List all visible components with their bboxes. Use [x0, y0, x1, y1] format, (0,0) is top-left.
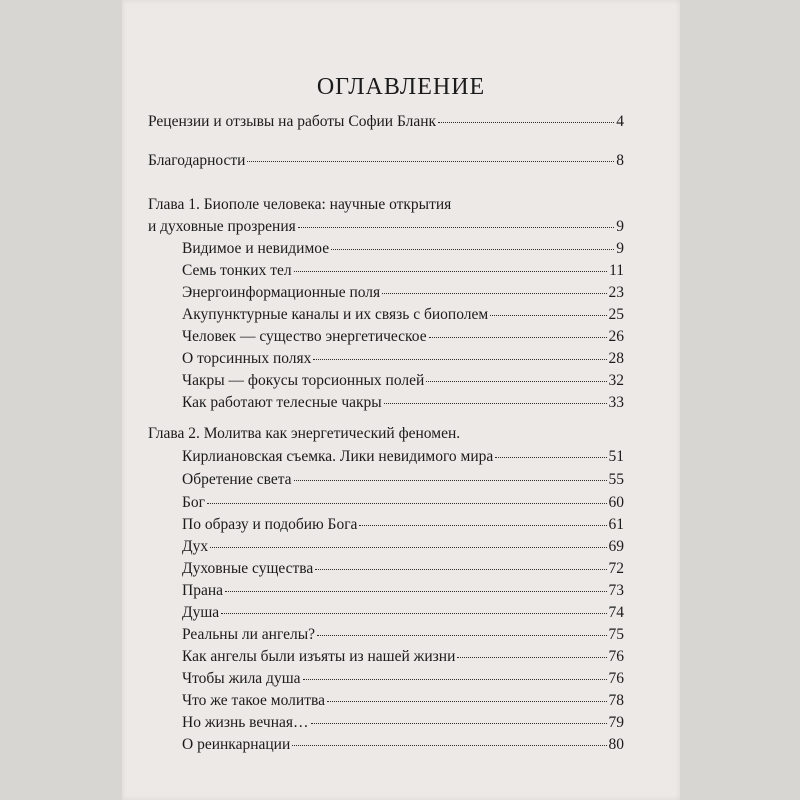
toc-entry-page-number: 73	[608, 582, 624, 599]
toc-entry-page-number: 76	[608, 648, 624, 665]
toc-entry-page-number: 55	[608, 471, 624, 488]
dot-leader	[438, 122, 614, 123]
toc-entry-title: Реальны ли ангелы?	[182, 626, 316, 643]
toc-entry-title: Но жизнь вечная…	[182, 714, 309, 731]
toc-entry-title: Обретение света	[182, 471, 292, 488]
toc-entry[interactable]	[182, 349, 624, 369]
toc-entry-title: О торсинных полях	[182, 350, 312, 367]
toc-heading: Глава 1. Биополе человека: научные открытия	[148, 196, 452, 213]
toc-entry[interactable]	[182, 393, 624, 413]
dot-leader	[490, 315, 606, 316]
toc-entry[interactable]	[182, 537, 624, 557]
dot-leader	[294, 480, 607, 481]
dot-leader	[207, 503, 606, 504]
dot-leader	[331, 249, 614, 250]
toc-entry[interactable]	[182, 647, 624, 667]
toc-entry-page-number: 28	[608, 350, 624, 367]
toc-entry-page-number: 23	[608, 284, 624, 301]
dot-leader	[457, 657, 606, 658]
toc-entry-page-number: 25	[608, 306, 624, 323]
toc-entry-title: и духовные прозрения	[148, 218, 296, 235]
toc-entry-page-number: 75	[608, 626, 624, 643]
toc-entry[interactable]	[182, 327, 624, 347]
dot-leader	[327, 701, 607, 702]
toc-entry[interactable]	[148, 217, 624, 237]
toc-entry-page-number: 51	[608, 448, 624, 465]
toc-entry[interactable]	[182, 713, 624, 733]
toc-entry-page-number: 8	[616, 152, 624, 169]
page-title: ОГЛАВЛЕНИЕ	[316, 74, 486, 100]
toc-entry-title: Душа	[182, 604, 220, 621]
toc-entry-page-number: 74	[608, 604, 624, 621]
toc-entry[interactable]	[182, 371, 624, 391]
dot-leader	[359, 525, 606, 526]
toc-entry-title: Человек — существо энергетическое	[182, 328, 427, 345]
dot-leader	[495, 457, 606, 458]
dot-leader	[382, 293, 606, 294]
toc-entry[interactable]	[182, 447, 624, 467]
toc-entry-title: Духовные существа	[182, 560, 314, 577]
toc-entry[interactable]	[182, 735, 624, 755]
toc-entry-page-number: 78	[608, 692, 624, 709]
dot-leader	[210, 547, 606, 548]
toc-entry[interactable]	[182, 470, 624, 490]
toc-entry[interactable]	[148, 112, 624, 132]
toc-entry-title: Дух	[182, 538, 209, 555]
toc-entry-page-number: 80	[608, 736, 624, 753]
toc-entry-title: Рецензии и отзывы на работы Софии Бланк	[148, 113, 437, 130]
toc-entry-title: О реинкарнации	[182, 736, 291, 753]
toc-entry[interactable]	[182, 239, 624, 259]
toc-entry-page-number: 79	[608, 714, 624, 731]
toc-entry-page-number: 60	[608, 494, 624, 511]
toc-entry-title: Прана	[182, 582, 223, 599]
dot-leader	[317, 635, 606, 636]
dot-leader	[384, 403, 607, 404]
toc-entry[interactable]	[182, 261, 624, 281]
dot-leader	[313, 359, 606, 360]
toc-heading: Глава 2. Молитва как энергетический феномен.	[148, 425, 461, 442]
toc-entry-page-number: 26	[608, 328, 624, 345]
toc-entry-title: Благодарности	[148, 152, 246, 169]
toc-entry-page-number: 11	[609, 262, 624, 279]
dot-leader	[298, 227, 614, 228]
dot-leader	[303, 679, 607, 680]
dot-leader	[221, 613, 606, 614]
dot-leader	[247, 161, 614, 162]
toc-entry-title: Как ангелы были изъяты из нашей жизни	[182, 648, 456, 665]
toc-entry-page-number: 9	[616, 218, 624, 235]
toc-entry-title: Семь тонких тел	[182, 262, 292, 279]
toc-entry-page-number: 72	[608, 560, 624, 577]
toc-entry-page-number: 9	[616, 240, 624, 257]
toc-entry-title: Бог	[182, 494, 206, 511]
dot-leader	[225, 591, 607, 592]
dot-leader	[429, 337, 607, 338]
dot-leader	[311, 723, 607, 724]
toc-entry[interactable]	[182, 581, 624, 601]
dot-leader	[426, 381, 606, 382]
toc-entry-title: Видимое и невидимое	[182, 240, 330, 257]
toc-entry-page-number: 33	[608, 394, 624, 411]
toc-entry-page-number: 69	[608, 538, 624, 555]
toc-entry-page-number: 4	[616, 113, 624, 130]
toc-entry[interactable]	[182, 515, 624, 535]
toc-entry[interactable]	[182, 559, 624, 579]
book-page	[122, 0, 680, 800]
toc-entry-title: Чтобы жила душа	[182, 670, 301, 687]
toc-entry-title: Кирлиановская съемка. Лики невидимого мира	[182, 448, 494, 465]
dot-leader	[294, 271, 607, 272]
toc-entry-title: Энергоинформационные поля	[182, 284, 381, 301]
toc-entry[interactable]	[182, 493, 624, 513]
toc-entry-title: Акупунктурные каналы и их связь с биополем	[182, 306, 489, 323]
toc-entry-title: Чакры — фокусы торсионных полей	[182, 372, 425, 389]
toc-entry-page-number: 76	[608, 670, 624, 687]
dot-leader	[315, 569, 606, 570]
dot-leader	[292, 745, 606, 746]
toc-entry[interactable]	[182, 305, 624, 325]
toc-entry-title: Что же такое молитва	[182, 692, 325, 709]
toc-entry-title: Как работают телесные чакры	[182, 394, 382, 411]
toc-entry-page-number: 32	[608, 372, 624, 389]
toc-entry[interactable]	[182, 669, 624, 689]
toc-entry[interactable]	[182, 691, 624, 711]
toc-entry[interactable]	[182, 625, 624, 645]
toc-entry[interactable]	[148, 151, 624, 171]
toc-entry-page-number: 61	[608, 516, 624, 533]
toc-entry[interactable]	[182, 283, 624, 303]
toc-entry[interactable]	[182, 603, 624, 623]
toc-entry-title: По образу и подобию Бога	[182, 516, 358, 533]
